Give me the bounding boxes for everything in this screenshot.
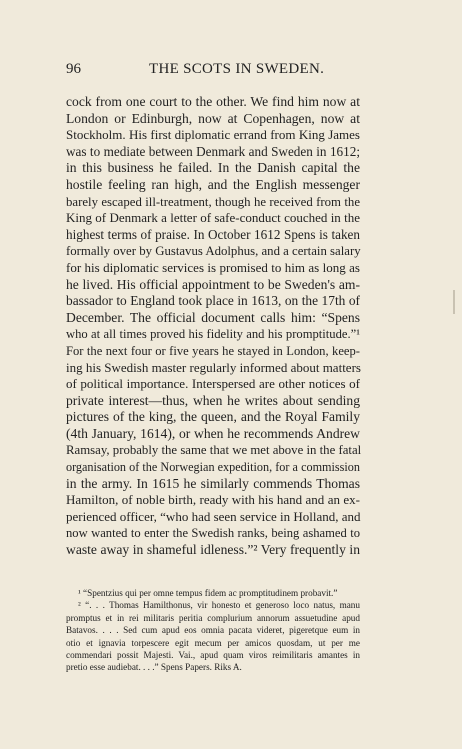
body-line: now wanted to enter the Swedish ranks, being ashamed to bbox=[66, 526, 360, 541]
footnote-2-line: pretio esse audiebat. . . .” Spens Papers. Riks A. bbox=[66, 662, 242, 673]
body-line: London or Edinburgh, now at Copenhagen, now at bbox=[66, 110, 360, 126]
footnotes bbox=[66, 587, 360, 674]
body-line: cock from one court to the other. We find him now at bbox=[66, 94, 360, 109]
page-header bbox=[66, 61, 360, 81]
body-line: King of Denmark a letter of safe-conduct couched in the bbox=[66, 210, 360, 226]
body-line: private interest—thus, when he writes about sending bbox=[66, 392, 360, 408]
page-number: 96 bbox=[66, 61, 81, 77]
body-line: organisation of the Norwegian expedition, for a commission bbox=[66, 460, 360, 475]
body-line: hostile feeling ran high, and the English messenger bbox=[66, 176, 360, 192]
body-line: barely escaped ill-treatment, though he received from the bbox=[66, 194, 360, 209]
body-line: waste away in shameful idleness.”² Very frequently in bbox=[66, 542, 360, 558]
footnote-2-line: commendari possit Majesti. Vai., apud quam viros reimilitaris amantes in bbox=[66, 650, 360, 661]
body-text bbox=[66, 94, 360, 559]
footnote-2-line: otio et ignavia torpescere egit mecum per amicos quosdam, ut per me bbox=[66, 637, 360, 648]
body-line: formally over by Gustavus Adolphus, and a certain salary bbox=[66, 244, 361, 259]
page-edge-mark bbox=[453, 290, 455, 314]
footnote-2-line: promptus et in rei militaris peritia complurium annorum assuetudine apud bbox=[66, 612, 360, 623]
body-line: December. The official document calls him: “Spens bbox=[66, 309, 360, 325]
body-line: ing his Swedish master regularly informed about matters bbox=[66, 359, 361, 375]
body-line: in this business he failed. In the Danish capital the bbox=[66, 160, 360, 176]
body-line: pictures of the king, the queen, and the Royal Family bbox=[66, 409, 360, 425]
body-line: of political importance. Interspersed are other notices of bbox=[66, 376, 360, 392]
running-title: THE SCOTS IN SWEDEN. bbox=[149, 61, 325, 77]
body-line: Hamilton, of noble birth, ready with his hand and an ex- bbox=[66, 492, 360, 508]
body-line: in the army. In 1615 he similarly commends Thomas bbox=[66, 475, 360, 491]
body-line: Stockholm. His first diplomatic errand from King James bbox=[66, 127, 360, 143]
footnote-2-line: Batavos. . . . Sed cum apud eos omnia pacata videret, pigeretque eum in bbox=[66, 625, 360, 636]
body-line: for his diplomatic services is promised to him as long as bbox=[66, 259, 360, 275]
footnote-2-line: ² “. . . Thomas Hamilthonus, vir honesto et generoso loco natus, manu bbox=[78, 600, 360, 611]
body-line: Ramsay, probably the same that we met above in the fatal bbox=[66, 443, 362, 458]
body-line: bassador to England took place in 1613, on the 17th of bbox=[66, 293, 360, 309]
body-line: highest terms of praise. In October 1612 Spens is taken bbox=[66, 226, 360, 242]
body-line: was to mediate between Denmark and Sweden in 1612; bbox=[66, 143, 360, 159]
body-line: he lived. His official appointment to be Sweden's am- bbox=[66, 276, 360, 292]
body-line: perienced officer, “who had seen service in Holland, and bbox=[66, 508, 361, 524]
body-line: who at all times proved his fidelity and his promptitude.”¹ bbox=[66, 327, 360, 342]
footnote-1: ¹ “Spentzius qui per omne tempus fidem ac promptitudinem probavit.” bbox=[78, 588, 338, 598]
body-line: (4th January, 1614), or when he recommends Andrew bbox=[66, 425, 360, 441]
body-line: For the next four or five years he stayed in London, keep- bbox=[66, 343, 360, 358]
